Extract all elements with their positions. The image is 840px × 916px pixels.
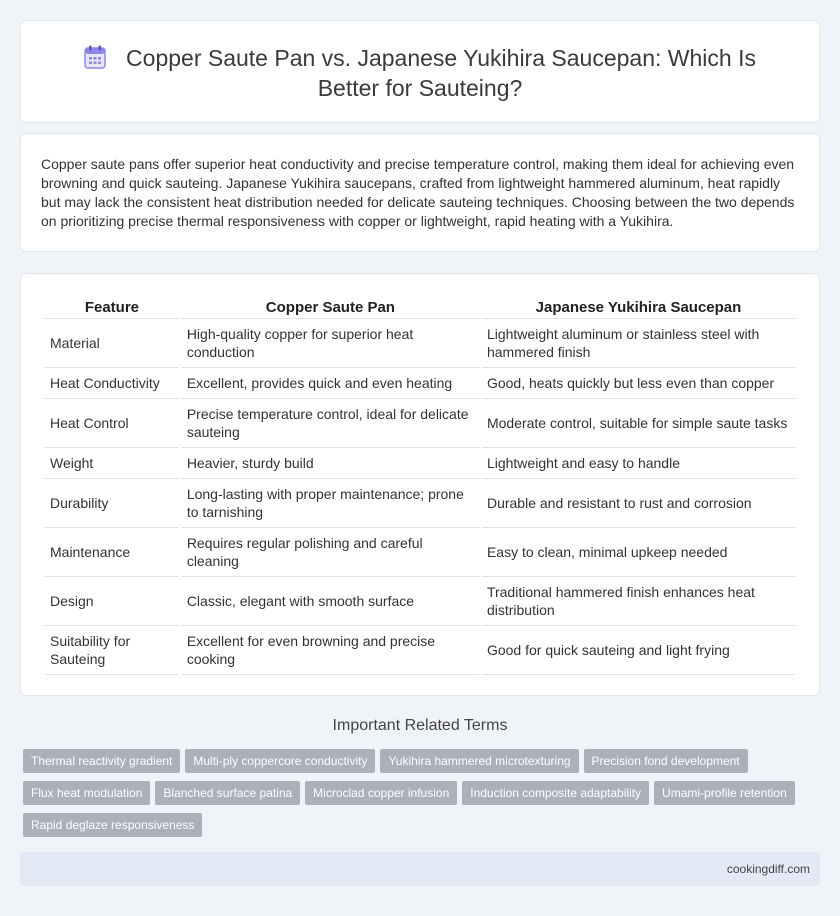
copper-cell: Requires regular polishing and careful cleaning [182, 528, 479, 577]
table-row [45, 479, 795, 528]
feature-cell: Heat Conductivity [45, 368, 179, 399]
feature-cell: Material [45, 319, 179, 368]
term-tag[interactable]: Thermal reactivity gradient [23, 749, 180, 773]
feature-cell: Heat Control [45, 399, 179, 448]
page-title-wrap [61, 43, 779, 103]
feature-cell: Durability [45, 479, 179, 528]
term-tag[interactable]: Precision fond development [584, 749, 748, 773]
copper-cell: Long-lasting with proper maintenance; prone to tarnishing [182, 479, 479, 528]
yukihira-cell: Lightweight and easy to handle [482, 448, 795, 479]
intro-paragraph: Copper saute pans offer superior heat conductivity and precise temperature control, making them ideal for achieving even browning and quick sauteing. Japanese Yukihira saucepans, crafted from lightweight hammered aluminum, heat rapidly but may lack the consistent heat distribution needed for delicate sauteing techniques. Choosing between the two depends on prioritizing precise thermal responsiveness with copper or lightweight, rapid heating with a Yukihira. [41, 156, 795, 229]
table-row [45, 448, 795, 479]
term-tag[interactable]: Yukihira hammered microtexturing [380, 749, 578, 773]
table-row [45, 368, 795, 399]
table-row [45, 399, 795, 448]
yukihira-cell: Traditional hammered finish enhances heat distribution [482, 577, 795, 626]
page-title: Copper Saute Pan vs. Japanese Yukihira Saucepan: Which Is Better for Sauteing? [126, 45, 756, 101]
yukihira-cell: Good for quick sauteing and light frying [482, 626, 795, 675]
yukihira-cell: Lightweight aluminum or stainless steel with hammered finish [482, 319, 795, 368]
term-tag[interactable]: Rapid deglaze responsiveness [23, 813, 202, 837]
copper-cell: Heavier, sturdy build [182, 448, 479, 479]
related-terms-tags [23, 749, 823, 845]
intro-card [20, 133, 820, 252]
column-header: Feature [45, 297, 179, 319]
feature-cell: Weight [45, 448, 179, 479]
copper-cell: Excellent, provides quick and even heating [182, 368, 479, 399]
column-header: Japanese Yukihira Saucepan [482, 297, 795, 319]
term-tag[interactable]: Blanched surface patina [155, 781, 300, 805]
title-card [20, 20, 820, 123]
table-header-row [45, 297, 795, 319]
feature-cell: Maintenance [45, 528, 179, 577]
feature-cell: Suitability for Sauteing [45, 626, 179, 675]
related-terms-heading: Important Related Terms [332, 717, 508, 734]
yukihira-cell: Good, heats quickly but less even than copper [482, 368, 795, 399]
feature-cell: Design [45, 577, 179, 626]
table-row [45, 577, 795, 626]
yukihira-cell: Durable and resistant to rust and corrosion [482, 479, 795, 528]
table-row [45, 626, 795, 675]
footer [20, 852, 820, 886]
term-tag[interactable]: Umami-profile retention [654, 781, 795, 805]
term-tag[interactable]: Induction composite adaptability [462, 781, 649, 805]
copper-cell: High-quality copper for superior heat conduction [182, 319, 479, 368]
copper-cell: Classic, elegant with smooth surface [182, 577, 479, 626]
comparison-table [42, 297, 798, 675]
calendar-icon [84, 45, 106, 69]
yukihira-cell: Moderate control, suitable for simple saute tasks [482, 399, 795, 448]
term-tag[interactable]: Microclad copper infusion [305, 781, 457, 805]
table-row [45, 528, 795, 577]
term-tag[interactable]: Flux heat modulation [23, 781, 150, 805]
copper-cell: Precise temperature control, ideal for delicate sauteing [182, 399, 479, 448]
table-row [45, 319, 795, 368]
yukihira-cell: Easy to clean, minimal upkeep needed [482, 528, 795, 577]
copper-cell: Excellent for even browning and precise cooking [182, 626, 479, 675]
column-header: Copper Saute Pan [182, 297, 479, 319]
footer-site-link[interactable]: cookingdiff.com [726, 862, 810, 876]
term-tag[interactable]: Multi-ply coppercore conductivity [185, 749, 375, 773]
comparison-card [20, 273, 820, 696]
